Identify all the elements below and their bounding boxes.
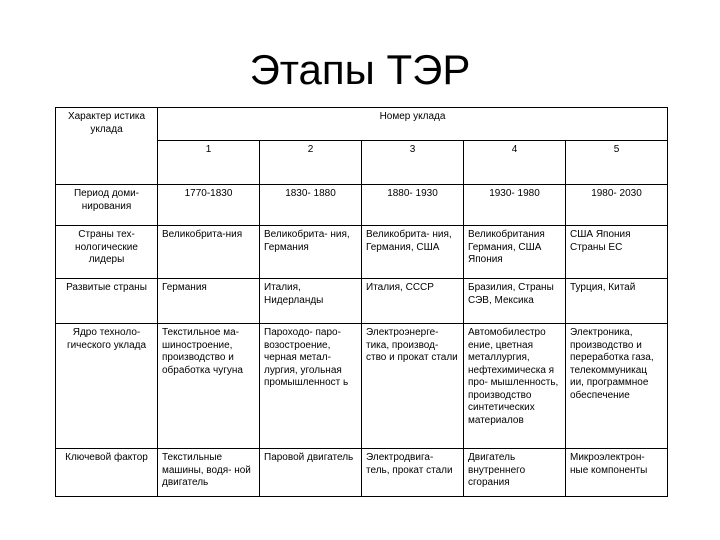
- slide-title: Этапы ТЭР: [249, 46, 471, 93]
- table-header-row: [56, 108, 668, 141]
- table-cell: Двигатель внутреннего сгорания: [464, 449, 566, 497]
- table-cell: Электродвига- тель, прокат стали: [362, 449, 464, 497]
- table-cell: Великобрита-ния: [158, 226, 260, 279]
- row-header: Развитые страны: [56, 279, 158, 324]
- table-cell: Италия, Нидерланды: [260, 279, 362, 324]
- corner-cell: Характер истика уклада: [56, 108, 158, 185]
- structure-number: 3: [362, 141, 464, 185]
- table-row: [56, 279, 668, 324]
- structure-number: 1: [158, 141, 260, 185]
- table-cell: Паровой двигатель: [260, 449, 362, 497]
- structure-number: 4: [464, 141, 566, 185]
- table-cell: 1880- 1930: [362, 185, 464, 226]
- table-cell: Италия, СССР: [362, 279, 464, 324]
- row-header: Ключевой фактор: [56, 449, 158, 497]
- table-cell: 1830- 1880: [260, 185, 362, 226]
- table-cell: Великобрита- ния, Германия, США: [362, 226, 464, 279]
- group-header: Номер уклада: [158, 108, 668, 141]
- table-cell: Текстильное ма- шиностроение, производство и обработка чугуна: [158, 324, 260, 449]
- table-cell: Текстильные машины, водя- ной двигатель: [158, 449, 260, 497]
- table-row: [56, 226, 668, 279]
- table-cell: Великобритания Германия, США Япония: [464, 226, 566, 279]
- table-cell: Германия: [158, 279, 260, 324]
- structure-number: 5: [566, 141, 668, 185]
- table-cell: Автомобилестро ение, цветная металлургия, нефтехимическа я про- мышленность, производство синтетических материалов: [464, 324, 566, 449]
- table-cell: 1770-1830: [158, 185, 260, 226]
- table-row: [56, 449, 668, 497]
- table-cell: 1980- 2030: [566, 185, 668, 226]
- structure-number: 2: [260, 141, 362, 185]
- table-cell: Турция, Китай: [566, 279, 668, 324]
- table-row: [56, 185, 668, 226]
- table-cell: Пароходо- паро- возостроение, черная метал- лургия, угольная промышленност ь: [260, 324, 362, 449]
- table-cell: Микроэлектрон- ные компоненты: [566, 449, 668, 497]
- table-row: [56, 324, 668, 449]
- row-header: Страны тех- нологические лидеры: [56, 226, 158, 279]
- table-cell: США Япония Страны ЕС: [566, 226, 668, 279]
- table-cell: Великобрита- ния, Германия: [260, 226, 362, 279]
- row-header: Ядро техноло- гического уклада: [56, 324, 158, 449]
- table-cell: Электроника, производство и переработка газа, телекоммуникац ии, программное обеспечение: [566, 324, 668, 449]
- table-cell: Бразилия, Страны СЭВ, Мексика: [464, 279, 566, 324]
- ter-stages-table: [55, 107, 668, 497]
- table-cell: Электроэнерге- тика, производ- ство и прокат стали: [362, 324, 464, 449]
- row-header: Период доми- нирования: [56, 185, 158, 226]
- table-cell: 1930- 1980: [464, 185, 566, 226]
